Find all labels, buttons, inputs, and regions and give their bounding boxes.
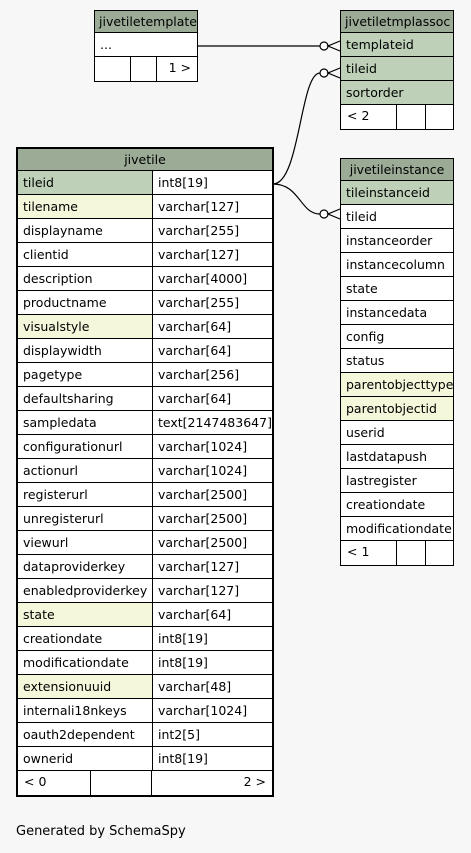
column-type: int8[19] — [153, 651, 272, 674]
column-name: config — [346, 329, 385, 344]
table-jivetiletmplassoc[interactable] — [340, 10, 454, 130]
column-name: internali18nkeys — [18, 699, 153, 722]
table-title[interactable]: jivetileinstance — [341, 159, 453, 181]
column-name: displaywidth — [18, 339, 153, 362]
column-name: modificationdate — [18, 651, 153, 674]
column-name: userid — [346, 425, 385, 440]
table-jivetile[interactable] — [16, 147, 274, 797]
column-name: extensionuuid — [18, 675, 153, 698]
column-name: lastregister — [346, 473, 417, 488]
table-row — [341, 229, 453, 253]
column-type: varchar[2500] — [153, 531, 272, 554]
column-type: varchar[1024] — [153, 699, 272, 722]
table-row — [341, 181, 453, 205]
column-name: oauth2dependent — [18, 723, 153, 746]
table-row — [18, 507, 272, 531]
column-name: ... — [100, 37, 112, 52]
footer-cell[interactable]: < 1 — [341, 541, 397, 565]
table-row — [18, 579, 272, 603]
column-name: creationdate — [18, 627, 153, 650]
table-row — [18, 747, 272, 771]
table-row — [18, 171, 272, 195]
column-type: varchar[127] — [153, 195, 272, 218]
table-row — [18, 291, 272, 315]
column-name: actionurl — [18, 459, 153, 482]
column-name: status — [346, 353, 385, 368]
table-footer — [18, 771, 272, 795]
column-name: instancecolumn — [346, 257, 445, 272]
table-row — [18, 387, 272, 411]
column-name: registerurl — [18, 483, 153, 506]
column-name: defaultsharing — [18, 387, 153, 410]
column-type: varchar[255] — [153, 291, 272, 314]
table-row — [18, 555, 272, 579]
table-footer — [95, 57, 197, 81]
table-row — [341, 517, 453, 541]
column-type: varchar[127] — [153, 243, 272, 266]
table-row — [341, 301, 453, 325]
table-row — [18, 675, 272, 699]
column-name: creationdate — [346, 497, 426, 512]
footer-cell — [91, 771, 152, 795]
table-jivetiletemplate[interactable] — [94, 10, 198, 82]
column-name: unregisterurl — [18, 507, 153, 530]
table-row — [341, 253, 453, 277]
table-row — [18, 315, 272, 339]
column-name: ownerid — [18, 747, 153, 770]
table-row — [18, 531, 272, 555]
table-row — [18, 699, 272, 723]
generated-by-text: Generated by SchemaSpy — [16, 824, 186, 839]
column-type: varchar[2500] — [153, 507, 272, 530]
footer-cell — [426, 105, 453, 129]
column-type: varchar[64] — [153, 603, 272, 626]
table-jivetileinstance[interactable] — [340, 158, 454, 566]
table-footer — [341, 105, 453, 129]
table-row — [341, 325, 453, 349]
column-type: varchar[255] — [153, 219, 272, 242]
footer-cell — [397, 541, 426, 565]
column-name: parentobjectid — [346, 401, 437, 416]
column-name: templateid — [346, 37, 414, 52]
column-name: viewurl — [18, 531, 153, 554]
column-name: tileinstanceid — [346, 185, 430, 200]
table-title[interactable]: jivetiletemplate — [95, 11, 197, 33]
column-name: modificationdate — [346, 521, 452, 536]
table-row — [341, 349, 453, 373]
column-type: int8[19] — [153, 171, 272, 194]
column-name: enabledproviderkey — [18, 579, 153, 602]
column-type: text[2147483647] — [153, 411, 272, 434]
column-name: tileid — [18, 171, 153, 194]
table-row — [18, 651, 272, 675]
column-name: visualstyle — [18, 315, 153, 338]
column-name: tilename — [18, 195, 153, 218]
column-type: varchar[64] — [153, 315, 272, 338]
footer-cell — [397, 105, 426, 129]
footer-cell — [426, 541, 453, 565]
table-row — [18, 723, 272, 747]
table-title[interactable]: jivetiletmplassoc — [341, 11, 453, 33]
column-name: sortorder — [346, 85, 404, 100]
footer-cell — [95, 57, 131, 81]
table-row — [18, 195, 272, 219]
table-row — [341, 493, 453, 517]
column-type: varchar[48] — [153, 675, 272, 698]
table-row — [18, 627, 272, 651]
column-name: instanceorder — [346, 233, 433, 248]
footer-cell[interactable]: < 2 — [341, 105, 397, 129]
table-row — [341, 277, 453, 301]
column-type: varchar[127] — [153, 579, 272, 602]
table-row — [341, 81, 453, 105]
footer-cell — [131, 57, 157, 81]
table-row — [18, 363, 272, 387]
table-row — [18, 267, 272, 291]
table-row — [18, 435, 272, 459]
column-type: varchar[127] — [153, 555, 272, 578]
column-type: varchar[1024] — [153, 435, 272, 458]
column-name: displayname — [18, 219, 153, 242]
table-row — [18, 483, 272, 507]
table-row — [341, 445, 453, 469]
column-name: instancedata — [346, 305, 428, 320]
column-name: lastdatapush — [346, 449, 427, 464]
table-row — [341, 205, 453, 229]
footer-cell[interactable]: 1 > — [168, 60, 191, 75]
column-name: state — [346, 281, 378, 296]
column-name: pagetype — [18, 363, 153, 386]
table-row — [341, 469, 453, 493]
column-name: productname — [18, 291, 153, 314]
column-type: varchar[256] — [153, 363, 272, 386]
column-type: int2[5] — [153, 723, 272, 746]
column-type: varchar[4000] — [153, 267, 272, 290]
table-row — [341, 33, 453, 57]
column-name: parentobjecttype — [346, 377, 453, 392]
column-name: tileid — [346, 61, 377, 76]
column-name: description — [18, 267, 153, 290]
footer-cell[interactable]: < 0 — [18, 771, 91, 795]
table-title[interactable]: jivetile — [18, 149, 272, 171]
table-footer — [341, 541, 453, 565]
table-row — [95, 33, 197, 57]
column-name: state — [18, 603, 153, 626]
column-type: varchar[1024] — [153, 459, 272, 482]
column-name: tileid — [346, 209, 377, 224]
column-type: int8[19] — [153, 627, 272, 650]
column-name: configurationurl — [18, 435, 153, 458]
table-row — [18, 243, 272, 267]
column-type: int8[19] — [153, 747, 272, 770]
table-row — [18, 339, 272, 363]
column-name: dataproviderkey — [18, 555, 153, 578]
table-row — [341, 57, 453, 81]
footer-cell[interactable]: 2 > — [243, 774, 266, 789]
column-type: varchar[64] — [153, 339, 272, 362]
table-row — [18, 411, 272, 435]
column-type: varchar[64] — [153, 387, 272, 410]
table-row — [341, 397, 453, 421]
table-row — [18, 219, 272, 243]
table-row — [18, 603, 272, 627]
column-name: clientid — [18, 243, 153, 266]
table-row — [341, 373, 453, 397]
column-name: sampledata — [18, 411, 153, 434]
column-type: varchar[2500] — [153, 483, 272, 506]
table-row — [18, 459, 272, 483]
table-row — [341, 421, 453, 445]
